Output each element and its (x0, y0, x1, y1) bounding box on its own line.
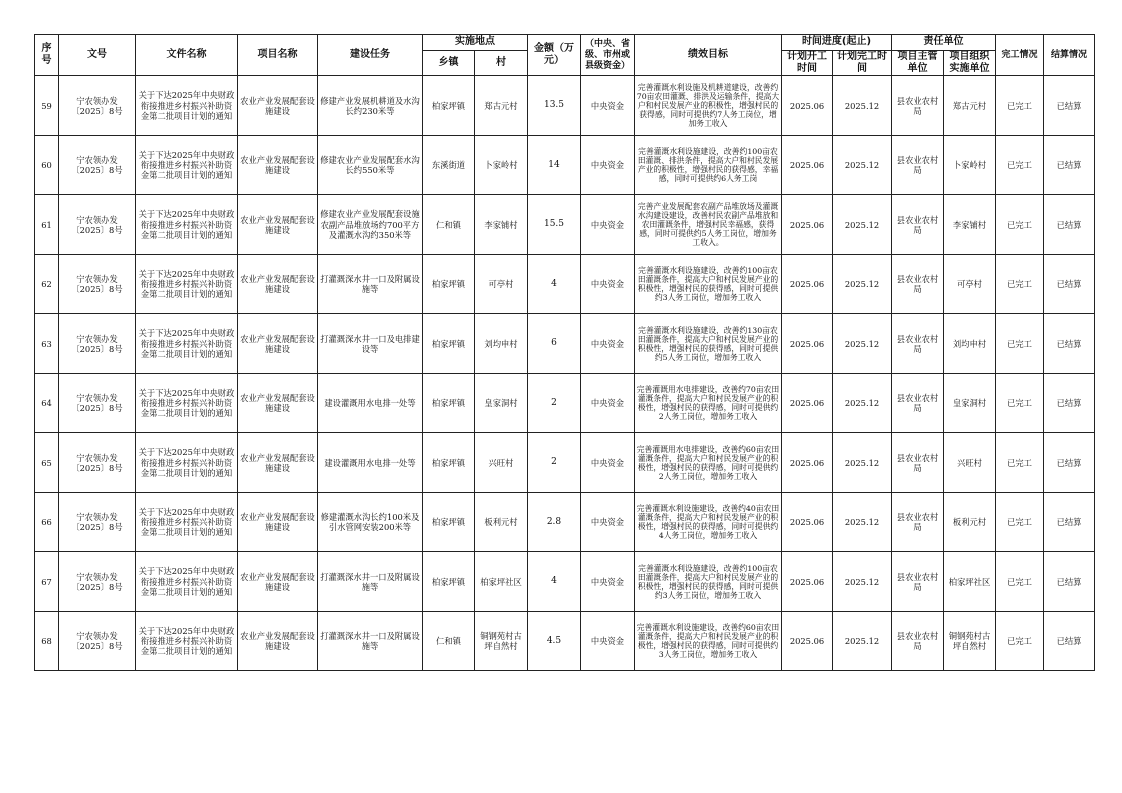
cell-doc-name: 关于下达2025年中央财政衔接推进乡村振兴补助资金第二批项目计划的通知 (136, 76, 238, 136)
cell-fund: 中央资金 (581, 314, 635, 374)
cell-start: 2025.06 (782, 552, 833, 612)
cell-settlement: 已结算 (1044, 195, 1095, 255)
cell-supervisor: 县农业农村局 (892, 135, 944, 195)
cell-performance: 完善灌溉水利设施建设，改善约40亩农田灌溉条件，提高大户和村民发展产业的积极性，增强村民的获得感，同时可提供约4人务工岗位，增加务工收入 (635, 492, 782, 552)
cell-doc-name: 关于下达2025年中央财政衔接推进乡村振兴补助资金第二批项目计划的通知 (136, 552, 238, 612)
cell-doc-no: 宁农领办发〔2025〕8号 (59, 314, 136, 374)
cell-task: 修建农业产业发展配套设施农副产品堆放场约700平方及灌溉水沟约350米等 (318, 195, 423, 255)
cell-performance: 完善灌溉水利设施建设，改善约100亩农田灌溉、排洪条件，提高大户和村民发展产业的积极性，增强村民的获得感，幸福感，同时可提供约6人务工岗 (635, 135, 782, 195)
cell-implementer: 柏家坪社区 (944, 552, 996, 612)
cell-performance: 完善灌溉用水电排建设，改善约70亩农田灌溉条件，提高大户和村民发展产业的积极性，增强村民的获得感，同时可提供约2人务工岗位，增加务工收入 (635, 373, 782, 433)
cell-start: 2025.06 (782, 611, 833, 671)
cell-project-name: 农业产业发展配套设施建设 (238, 611, 318, 671)
cell-doc-name: 关于下达2025年中央财政衔接推进乡村振兴补助资金第二批项目计划的通知 (136, 373, 238, 433)
header-fund-source: （中央、省级、市州或县级资金） (581, 35, 635, 76)
cell-project-name: 农业产业发展配套设施建设 (238, 254, 318, 314)
cell-start: 2025.06 (782, 76, 833, 136)
cell-fund: 中央资金 (581, 611, 635, 671)
cell-implementer: 郑古元村 (944, 76, 996, 136)
cell-village: 李家铺村 (475, 195, 528, 255)
cell-doc-no: 宁农领办发〔2025〕8号 (59, 433, 136, 493)
cell-performance: 完善产业发展配套农副产品堆放场及灌溉水沟建设建设，改善村民农副产品堆放和农田灌溉条件，增强村民幸福感，获得感，同时可提供约5人务工岗位，增加务工收入。 (635, 195, 782, 255)
cell-supervisor: 县农业农村局 (892, 492, 944, 552)
cell-settlement: 已结算 (1044, 314, 1095, 374)
header-plan-end: 计划完工时间 (833, 51, 892, 76)
cell-town: 柏家坪镇 (423, 373, 475, 433)
cell-seq: 64 (35, 373, 59, 433)
cell-doc-no: 宁农领办发〔2025〕8号 (59, 492, 136, 552)
cell-supervisor: 县农业农村局 (892, 195, 944, 255)
cell-village: 皇家洞村 (475, 373, 528, 433)
cell-doc-no: 宁农领办发〔2025〕8号 (59, 135, 136, 195)
cell-town: 柏家坪镇 (423, 314, 475, 374)
cell-settlement: 已结算 (1044, 373, 1095, 433)
cell-completion: 已完工 (996, 373, 1044, 433)
cell-supervisor: 县农业农村局 (892, 552, 944, 612)
cell-start: 2025.06 (782, 254, 833, 314)
cell-town: 仁和镇 (423, 195, 475, 255)
header-implementer: 项目组织实施单位 (944, 51, 996, 76)
cell-seq: 62 (35, 254, 59, 314)
cell-performance: 完善灌溉水利设施及机耕道建设，改善约70亩农田灌溉、排洪及运输条件，提高大户和村民发展产业的积极性，增强村民的获得感，同时可提供约7人务工岗位，增加务工收入 (635, 76, 782, 136)
cell-implementer: 李家铺村 (944, 195, 996, 255)
header-village: 村 (475, 51, 528, 76)
cell-doc-no: 宁农领办发〔2025〕8号 (59, 373, 136, 433)
cell-town: 柏家坪镇 (423, 492, 475, 552)
cell-task: 打灌溉深水井一口及附属设施等 (318, 611, 423, 671)
cell-completion: 已完工 (996, 135, 1044, 195)
header-plan-start: 计划开工时间 (782, 51, 833, 76)
cell-end: 2025.12 (833, 373, 892, 433)
cell-fund: 中央资金 (581, 135, 635, 195)
cell-project-name: 农业产业发展配套设施建设 (238, 195, 318, 255)
cell-end: 2025.12 (833, 314, 892, 374)
cell-amount: 2.8 (528, 492, 581, 552)
cell-start: 2025.06 (782, 195, 833, 255)
header-supervisor: 项目主管单位 (892, 51, 944, 76)
cell-amount: 6 (528, 314, 581, 374)
table-row (35, 433, 1095, 493)
cell-amount: 4.5 (528, 611, 581, 671)
cell-task: 修建产业发展机耕道及水沟长约230米等 (318, 76, 423, 136)
cell-completion: 已完工 (996, 552, 1044, 612)
cell-doc-no: 宁农领办发〔2025〕8号 (59, 611, 136, 671)
cell-fund: 中央资金 (581, 373, 635, 433)
header-completion: 完工情况 (996, 35, 1044, 76)
cell-project-name: 农业产业发展配套设施建设 (238, 314, 318, 374)
cell-doc-name: 关于下达2025年中央财政衔接推进乡村振兴补助资金第二批项目计划的通知 (136, 492, 238, 552)
cell-amount: 15.5 (528, 195, 581, 255)
cell-supervisor: 县农业农村局 (892, 314, 944, 374)
cell-project-name: 农业产业发展配套设施建设 (238, 135, 318, 195)
cell-completion: 已完工 (996, 254, 1044, 314)
cell-seq: 66 (35, 492, 59, 552)
cell-task: 修建灌溉水沟长约100米及引水管网安装200米等 (318, 492, 423, 552)
header-settlement: 结算情况 (1044, 35, 1095, 76)
cell-village: 兴旺村 (475, 433, 528, 493)
cell-completion: 已完工 (996, 433, 1044, 493)
cell-doc-name: 关于下达2025年中央财政衔接推进乡村振兴补助资金第二批项目计划的通知 (136, 611, 238, 671)
cell-end: 2025.12 (833, 611, 892, 671)
cell-end: 2025.12 (833, 76, 892, 136)
cell-completion: 已完工 (996, 492, 1044, 552)
cell-seq: 59 (35, 76, 59, 136)
cell-end: 2025.12 (833, 195, 892, 255)
cell-task: 打灌溉深水井一口及附属设施等 (318, 254, 423, 314)
cell-settlement: 已结算 (1044, 492, 1095, 552)
cell-implementer: 板利元村 (944, 492, 996, 552)
table-row (35, 195, 1095, 255)
table-row (35, 254, 1095, 314)
cell-settlement: 已结算 (1044, 611, 1095, 671)
cell-town: 东溪街道 (423, 135, 475, 195)
header-town: 乡镇 (423, 51, 475, 76)
cell-village: 郑古元村 (475, 76, 528, 136)
cell-project-name: 农业产业发展配套设施建设 (238, 492, 318, 552)
cell-supervisor: 县农业农村局 (892, 76, 944, 136)
cell-settlement: 已结算 (1044, 135, 1095, 195)
cell-fund: 中央资金 (581, 492, 635, 552)
cell-town: 柏家坪镇 (423, 254, 475, 314)
cell-fund: 中央资金 (581, 433, 635, 493)
cell-fund: 中央资金 (581, 76, 635, 136)
cell-end: 2025.12 (833, 552, 892, 612)
header-doc-no: 文号 (59, 35, 136, 76)
cell-task: 修建农业产业发展配套水沟长约550米等 (318, 135, 423, 195)
cell-doc-no: 宁农领办发〔2025〕8号 (59, 254, 136, 314)
header-schedule: 时间进度(起止) (782, 35, 892, 51)
cell-doc-name: 关于下达2025年中央财政衔接推进乡村振兴补助资金第二批项目计划的通知 (136, 433, 238, 493)
cell-project-name: 农业产业发展配套设施建设 (238, 433, 318, 493)
table-row (35, 552, 1095, 612)
cell-performance: 完善灌溉用水电排建设，改善约60亩农田灌溉条件，提高大户和村民发展产业的积极性，增强村民的获得感，同时可提供约2人务工岗位，增加务工收入 (635, 433, 782, 493)
table-row (35, 135, 1095, 195)
project-table (34, 34, 1095, 671)
cell-completion: 已完工 (996, 76, 1044, 136)
cell-doc-name: 关于下达2025年中央财政衔接推进乡村振兴补助资金第二批项目计划的通知 (136, 135, 238, 195)
cell-fund: 中央资金 (581, 254, 635, 314)
cell-fund: 中央资金 (581, 195, 635, 255)
table-row (35, 373, 1095, 433)
cell-seq: 67 (35, 552, 59, 612)
cell-doc-name: 关于下达2025年中央财政衔接推进乡村振兴补助资金第二批项目计划的通知 (136, 314, 238, 374)
cell-task: 建设灌溉用水电排一处等 (318, 433, 423, 493)
header-performance: 绩效目标 (635, 35, 782, 76)
header-project-name: 项目名称 (238, 35, 318, 76)
cell-start: 2025.06 (782, 373, 833, 433)
cell-supervisor: 县农业农村局 (892, 254, 944, 314)
cell-supervisor: 县农业农村局 (892, 433, 944, 493)
cell-supervisor: 县农业农村局 (892, 373, 944, 433)
cell-village: 卜家岭村 (475, 135, 528, 195)
cell-supervisor: 县农业农村局 (892, 611, 944, 671)
cell-fund: 中央资金 (581, 552, 635, 612)
cell-amount: 14 (528, 135, 581, 195)
cell-settlement: 已结算 (1044, 76, 1095, 136)
cell-end: 2025.12 (833, 254, 892, 314)
table-row (35, 76, 1095, 136)
cell-seq: 65 (35, 433, 59, 493)
cell-performance: 完善灌溉水利设施建设，改善约100亩农田灌溉条件，提高大户和村民发展产业的积极性，增强村民的获得感，同时可提供约3人务工岗位，增加务工收入 (635, 254, 782, 314)
table-body (35, 76, 1095, 671)
cell-settlement: 已结算 (1044, 433, 1095, 493)
cell-doc-no: 宁农领办发〔2025〕8号 (59, 552, 136, 612)
cell-amount: 2 (528, 433, 581, 493)
cell-completion: 已完工 (996, 195, 1044, 255)
table-row (35, 492, 1095, 552)
header-location: 实施地点 (423, 35, 528, 51)
cell-start: 2025.06 (782, 314, 833, 374)
cell-implementer: 可亭村 (944, 254, 996, 314)
cell-implementer: 皇家洞村 (944, 373, 996, 433)
header-doc-name: 文件名称 (136, 35, 238, 76)
cell-town: 仁和镇 (423, 611, 475, 671)
cell-doc-no: 宁农领办发〔2025〕8号 (59, 76, 136, 136)
table-row (35, 314, 1095, 374)
table-row (35, 611, 1095, 671)
cell-task: 打灌溉深水井一口及电排建设等 (318, 314, 423, 374)
cell-performance: 完善灌溉水利设施建设，改善约130亩农田灌溉条件，提高大户和村民发展产业的积极性，增强村民的获得感，同时可提供约5人务工岗位，增加务工收入 (635, 314, 782, 374)
cell-settlement: 已结算 (1044, 552, 1095, 612)
cell-project-name: 农业产业发展配套设施建设 (238, 373, 318, 433)
cell-village: 可亭村 (475, 254, 528, 314)
header-task: 建设任务 (318, 35, 423, 76)
cell-village: 柏家坪社区 (475, 552, 528, 612)
cell-completion: 已完工 (996, 611, 1044, 671)
cell-project-name: 农业产业发展配套设施建设 (238, 552, 318, 612)
cell-implementer: 兴旺村 (944, 433, 996, 493)
cell-implementer: 刘均申村 (944, 314, 996, 374)
cell-end: 2025.12 (833, 135, 892, 195)
header-amount: 金额（万元） (528, 35, 581, 76)
cell-start: 2025.06 (782, 433, 833, 493)
cell-doc-name: 关于下达2025年中央财政衔接推进乡村振兴补助资金第二批项目计划的通知 (136, 254, 238, 314)
header-responsible: 责任单位 (892, 35, 996, 51)
cell-completion: 已完工 (996, 314, 1044, 374)
cell-amount: 4 (528, 254, 581, 314)
cell-seq: 63 (35, 314, 59, 374)
cell-implementer: 铜钢苑村古坪自然村 (944, 611, 996, 671)
cell-performance: 完善灌溉水利设施建设，改善约100亩农田灌溉条件，提高大户和村民发展产业的积极性，增强村民的获得感，同时可提供约3人务工岗位，增加务工收入 (635, 552, 782, 612)
cell-performance: 完善灌溉水利设施建设，改善约60亩农田灌溉条件，提高大户和村民发展产业的积极性，增强村民的获得感，同时可提供约3人务工岗位，增加务工收入 (635, 611, 782, 671)
cell-end: 2025.12 (833, 492, 892, 552)
cell-start: 2025.06 (782, 492, 833, 552)
cell-village: 铜钢苑村古坪自然村 (475, 611, 528, 671)
cell-amount: 13.5 (528, 76, 581, 136)
header-seq: 序号 (35, 35, 59, 76)
cell-town: 柏家坪镇 (423, 433, 475, 493)
cell-amount: 4 (528, 552, 581, 612)
cell-settlement: 已结算 (1044, 254, 1095, 314)
cell-seq: 60 (35, 135, 59, 195)
cell-town: 柏家坪镇 (423, 552, 475, 612)
cell-village: 板利元村 (475, 492, 528, 552)
cell-amount: 2 (528, 373, 581, 433)
cell-project-name: 农业产业发展配套设施建设 (238, 76, 318, 136)
cell-task: 建设灌溉用水电排一处等 (318, 373, 423, 433)
cell-task: 打灌溉深水井一口及附属设施等 (318, 552, 423, 612)
cell-village: 刘均申村 (475, 314, 528, 374)
cell-seq: 61 (35, 195, 59, 255)
cell-start: 2025.06 (782, 135, 833, 195)
cell-end: 2025.12 (833, 433, 892, 493)
cell-doc-name: 关于下达2025年中央财政衔接推进乡村振兴补助资金第二批项目计划的通知 (136, 195, 238, 255)
cell-implementer: 卜家岭村 (944, 135, 996, 195)
cell-seq: 68 (35, 611, 59, 671)
cell-town: 柏家坪镇 (423, 76, 475, 136)
cell-doc-no: 宁农领办发〔2025〕8号 (59, 195, 136, 255)
